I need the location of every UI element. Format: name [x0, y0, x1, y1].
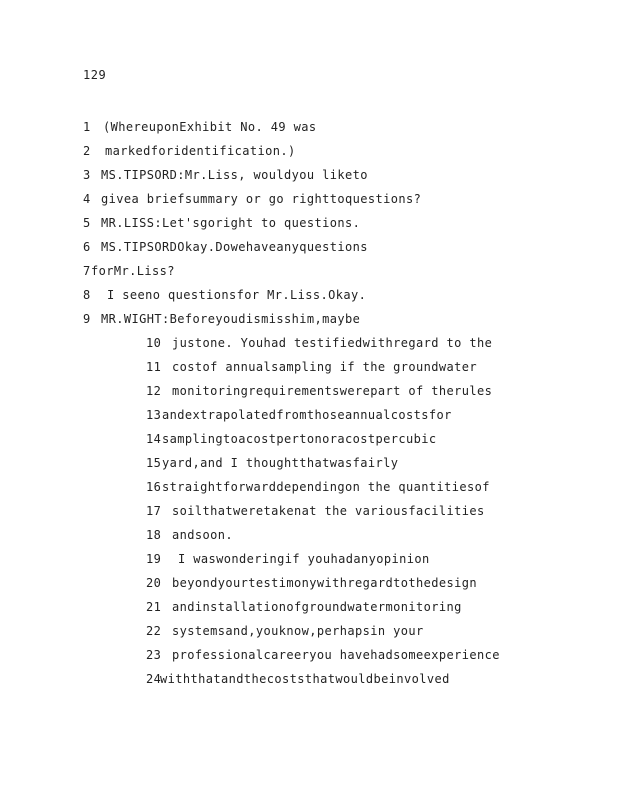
line-text: andinstallationofgroundwatermonitoring	[172, 600, 462, 614]
line-number: 8	[83, 288, 91, 302]
transcript-line	[83, 239, 368, 255]
line-number: 7	[83, 264, 91, 278]
line-number: 4	[83, 192, 91, 206]
transcript-line	[146, 671, 450, 687]
transcript-line	[83, 215, 360, 231]
line-number: 24	[146, 672, 162, 686]
line-number: 15	[146, 456, 162, 470]
line-number: 23	[146, 648, 162, 662]
transcript-line	[146, 455, 398, 471]
line-text: I waswonderingif youhadanyopinion	[178, 552, 430, 566]
line-text: MS.TIPSORD:Mr.Liss, wouldyou liketo	[101, 168, 368, 182]
transcript-line	[146, 479, 490, 495]
transcript-line	[146, 599, 462, 615]
line-text: markedforidentification.)	[105, 144, 296, 158]
line-number: 20	[146, 576, 162, 590]
line-text: forMr.Liss?	[91, 264, 175, 278]
transcript-line	[146, 335, 492, 351]
line-number: 13	[146, 408, 162, 422]
transcript-line	[83, 119, 317, 135]
line-text: yard,and I thoughtthatwasfairly	[162, 456, 399, 470]
transcript-line	[146, 407, 452, 423]
line-number: 1	[83, 120, 91, 134]
line-number: 9	[83, 312, 91, 326]
transcript-line	[83, 143, 296, 159]
transcript-line	[83, 167, 368, 183]
line-text: beyondyourtestimonywithregardtothedesign	[172, 576, 477, 590]
transcript-line	[146, 575, 477, 591]
line-number: 16	[146, 480, 162, 494]
line-text: systemsand,youknow,perhapsin your	[172, 624, 424, 638]
line-text: straightforwarddependingon the quantitiesof	[162, 480, 490, 494]
transcript-line	[146, 359, 477, 375]
line-text: soilthatweretakenat the variousfacilities	[172, 504, 485, 518]
transcript-line	[83, 191, 421, 207]
transcript-line	[146, 383, 492, 399]
transcript-line	[146, 623, 424, 639]
line-number: 5	[83, 216, 91, 230]
line-number: 22	[146, 624, 162, 638]
line-number: 14	[146, 432, 162, 446]
transcript-line	[146, 647, 500, 663]
transcript-line	[83, 287, 366, 303]
line-text: justone. Youhad testifiedwithregard to the	[172, 336, 493, 350]
line-text: samplingtoacostpertonoracostpercubic	[162, 432, 437, 446]
line-text: MR.LISS:Let'sgoright to questions.	[101, 216, 361, 230]
transcript-line	[146, 551, 430, 567]
line-number: 11	[146, 360, 162, 374]
transcript-line	[146, 431, 437, 447]
line-text: withthatandthecoststhatwouldbeinvolved	[160, 672, 450, 686]
line-text: costof annualsampling if the groundwater	[172, 360, 477, 374]
page-number: 129	[83, 68, 107, 82]
line-text: MR.WIGHT:Beforeyoudismisshim,maybe	[101, 312, 361, 326]
line-text: givea briefsummary or go righttoquestions?	[101, 192, 422, 206]
line-number: 6	[83, 240, 91, 254]
line-text: MS.TIPSORDOkay.Dowehaveanyquestions	[101, 240, 368, 254]
line-text: andsoon.	[172, 528, 233, 542]
line-number: 10	[146, 336, 162, 350]
transcript-line	[146, 527, 233, 543]
transcript-line	[146, 503, 485, 519]
line-text: monitoringrequirementswerepart of therules	[172, 384, 493, 398]
transcript-line	[83, 263, 175, 279]
line-number: 17	[146, 504, 162, 518]
line-text: professionalcareeryou havehadsomeexperience	[172, 648, 500, 662]
line-number: 21	[146, 600, 162, 614]
transcript-line	[83, 311, 360, 327]
line-number: 3	[83, 168, 91, 182]
line-number: 19	[146, 552, 162, 566]
line-text: andextrapolatedfromthoseannualcostsfor	[162, 408, 452, 422]
line-text: (WhereuponExhibit No. 49 was	[103, 120, 317, 134]
line-number: 2	[83, 144, 91, 158]
line-number: 12	[146, 384, 162, 398]
line-number: 18	[146, 528, 162, 542]
line-text: I seeno questionsfor Mr.Liss.Okay.	[107, 288, 367, 302]
